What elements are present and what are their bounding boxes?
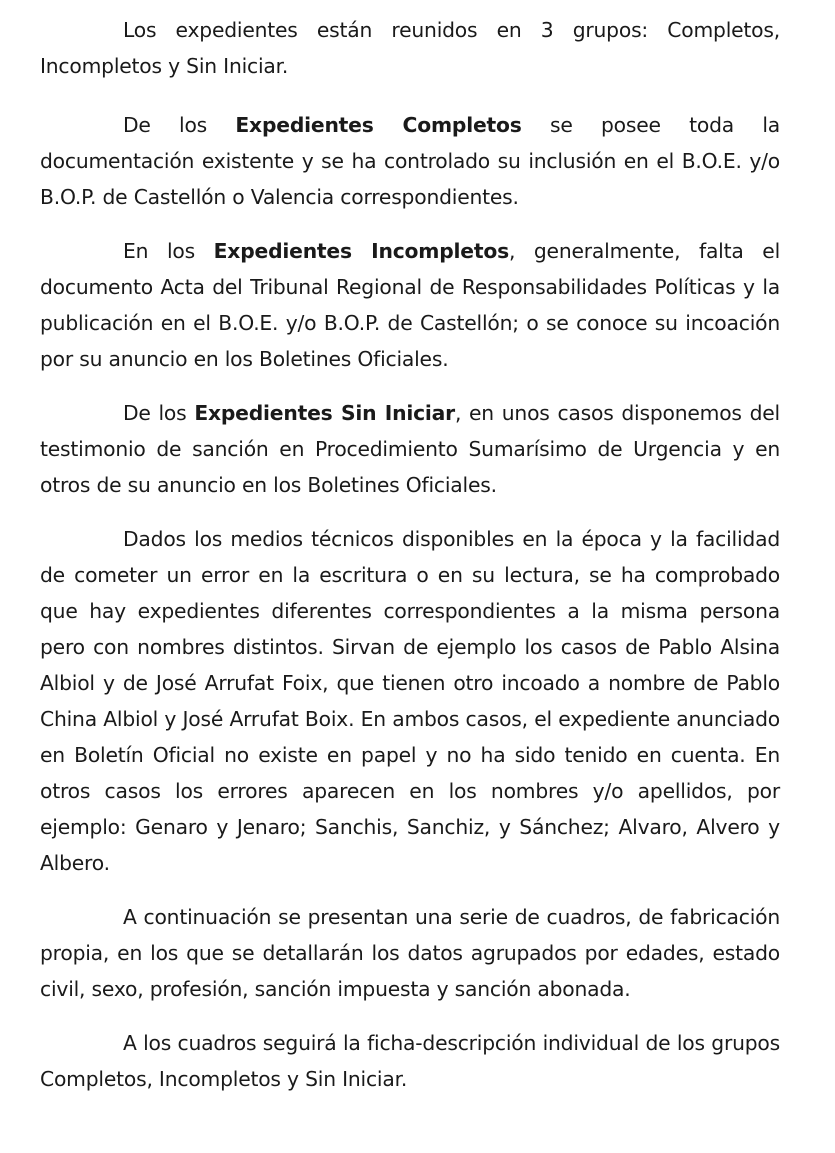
paragraph-completos-lead: De los xyxy=(123,113,236,137)
term-expedientes-sin-iniciar: Expedientes Sin Iniciar xyxy=(194,401,455,425)
paragraph-ficha-descripcion: A los cuadros seguirá la ficha-descripción individual de los grupos Completos, Incompletos y Sin Iniciar. xyxy=(40,1031,780,1091)
paragraph-sin-iniciar xyxy=(40,395,780,503)
paragraph-completos-body: se posee toda la documentación existente y se ha controlado su inclusión en el B.O.E. y/o B.O.P. de Castellón o Valencia correspondientes. xyxy=(40,113,780,209)
paragraph-incompletos-body: , generalmente, falta el documento Acta del Tribunal Regional de Responsabilidades Políticas y la publicación en el B.O.E. y/o B.O.P. de Castellón; o se conoce su incoación por su anuncio en los Boletines Oficiales. xyxy=(40,239,780,371)
paragraph-sin-iniciar-body: , en unos casos disponemos del testimonio de sanción en Procedimiento Sumarísimo de Urgencia y en otros de su anuncio en los Boletines Oficiales. xyxy=(40,401,780,497)
paragraph-errores-nombres: Dados los medios técnicos disponibles en la época y la facilidad de cometer un error en la escritura o en su lectura, se ha comprobado que hay expedientes diferentes correspondientes a la misma persona pero con nombres distintos. Sirvan de ejemplo los casos de Pablo Alsina Albiol y de José Arrufat Foix, que tienen otro incoado a nombre de Pablo China Albiol y José Arrufat Boix. En ambos casos, el expediente anunciado en Boletín Oficial no existe en papel y no ha sido tenido en cuenta. En otros casos los errores aparecen en los nombres y/o apellidos, por ejemplo: Genaro y Jenaro; Sanchis, Sanchiz, y Sánchez; Alvaro, Alvero y Albero. xyxy=(40,527,780,875)
paragraph-incompletos-lead: En los xyxy=(123,239,214,263)
term-expedientes-incompletos: Expedientes Incompletos xyxy=(213,239,509,263)
paragraph-incompletos xyxy=(40,233,780,377)
term-expedientes-completos: Expedientes Completos xyxy=(235,113,522,137)
paragraph-sin-iniciar-lead: De los xyxy=(123,401,195,425)
paragraph-completos xyxy=(40,107,780,215)
paragraph-cuadros: A continuación se presentan una serie de cuadros, de fabricación propia, en los que se detallarán los datos agrupados por edades, estado civil, sexo, profesión, sanción impuesta y sanción abonada. xyxy=(40,905,780,1001)
paragraph-grupos: Los expedientes están reunidos en 3 grupos: Completos, Incompletos y Sin Iniciar. xyxy=(40,18,780,78)
document-page xyxy=(40,12,780,1123)
